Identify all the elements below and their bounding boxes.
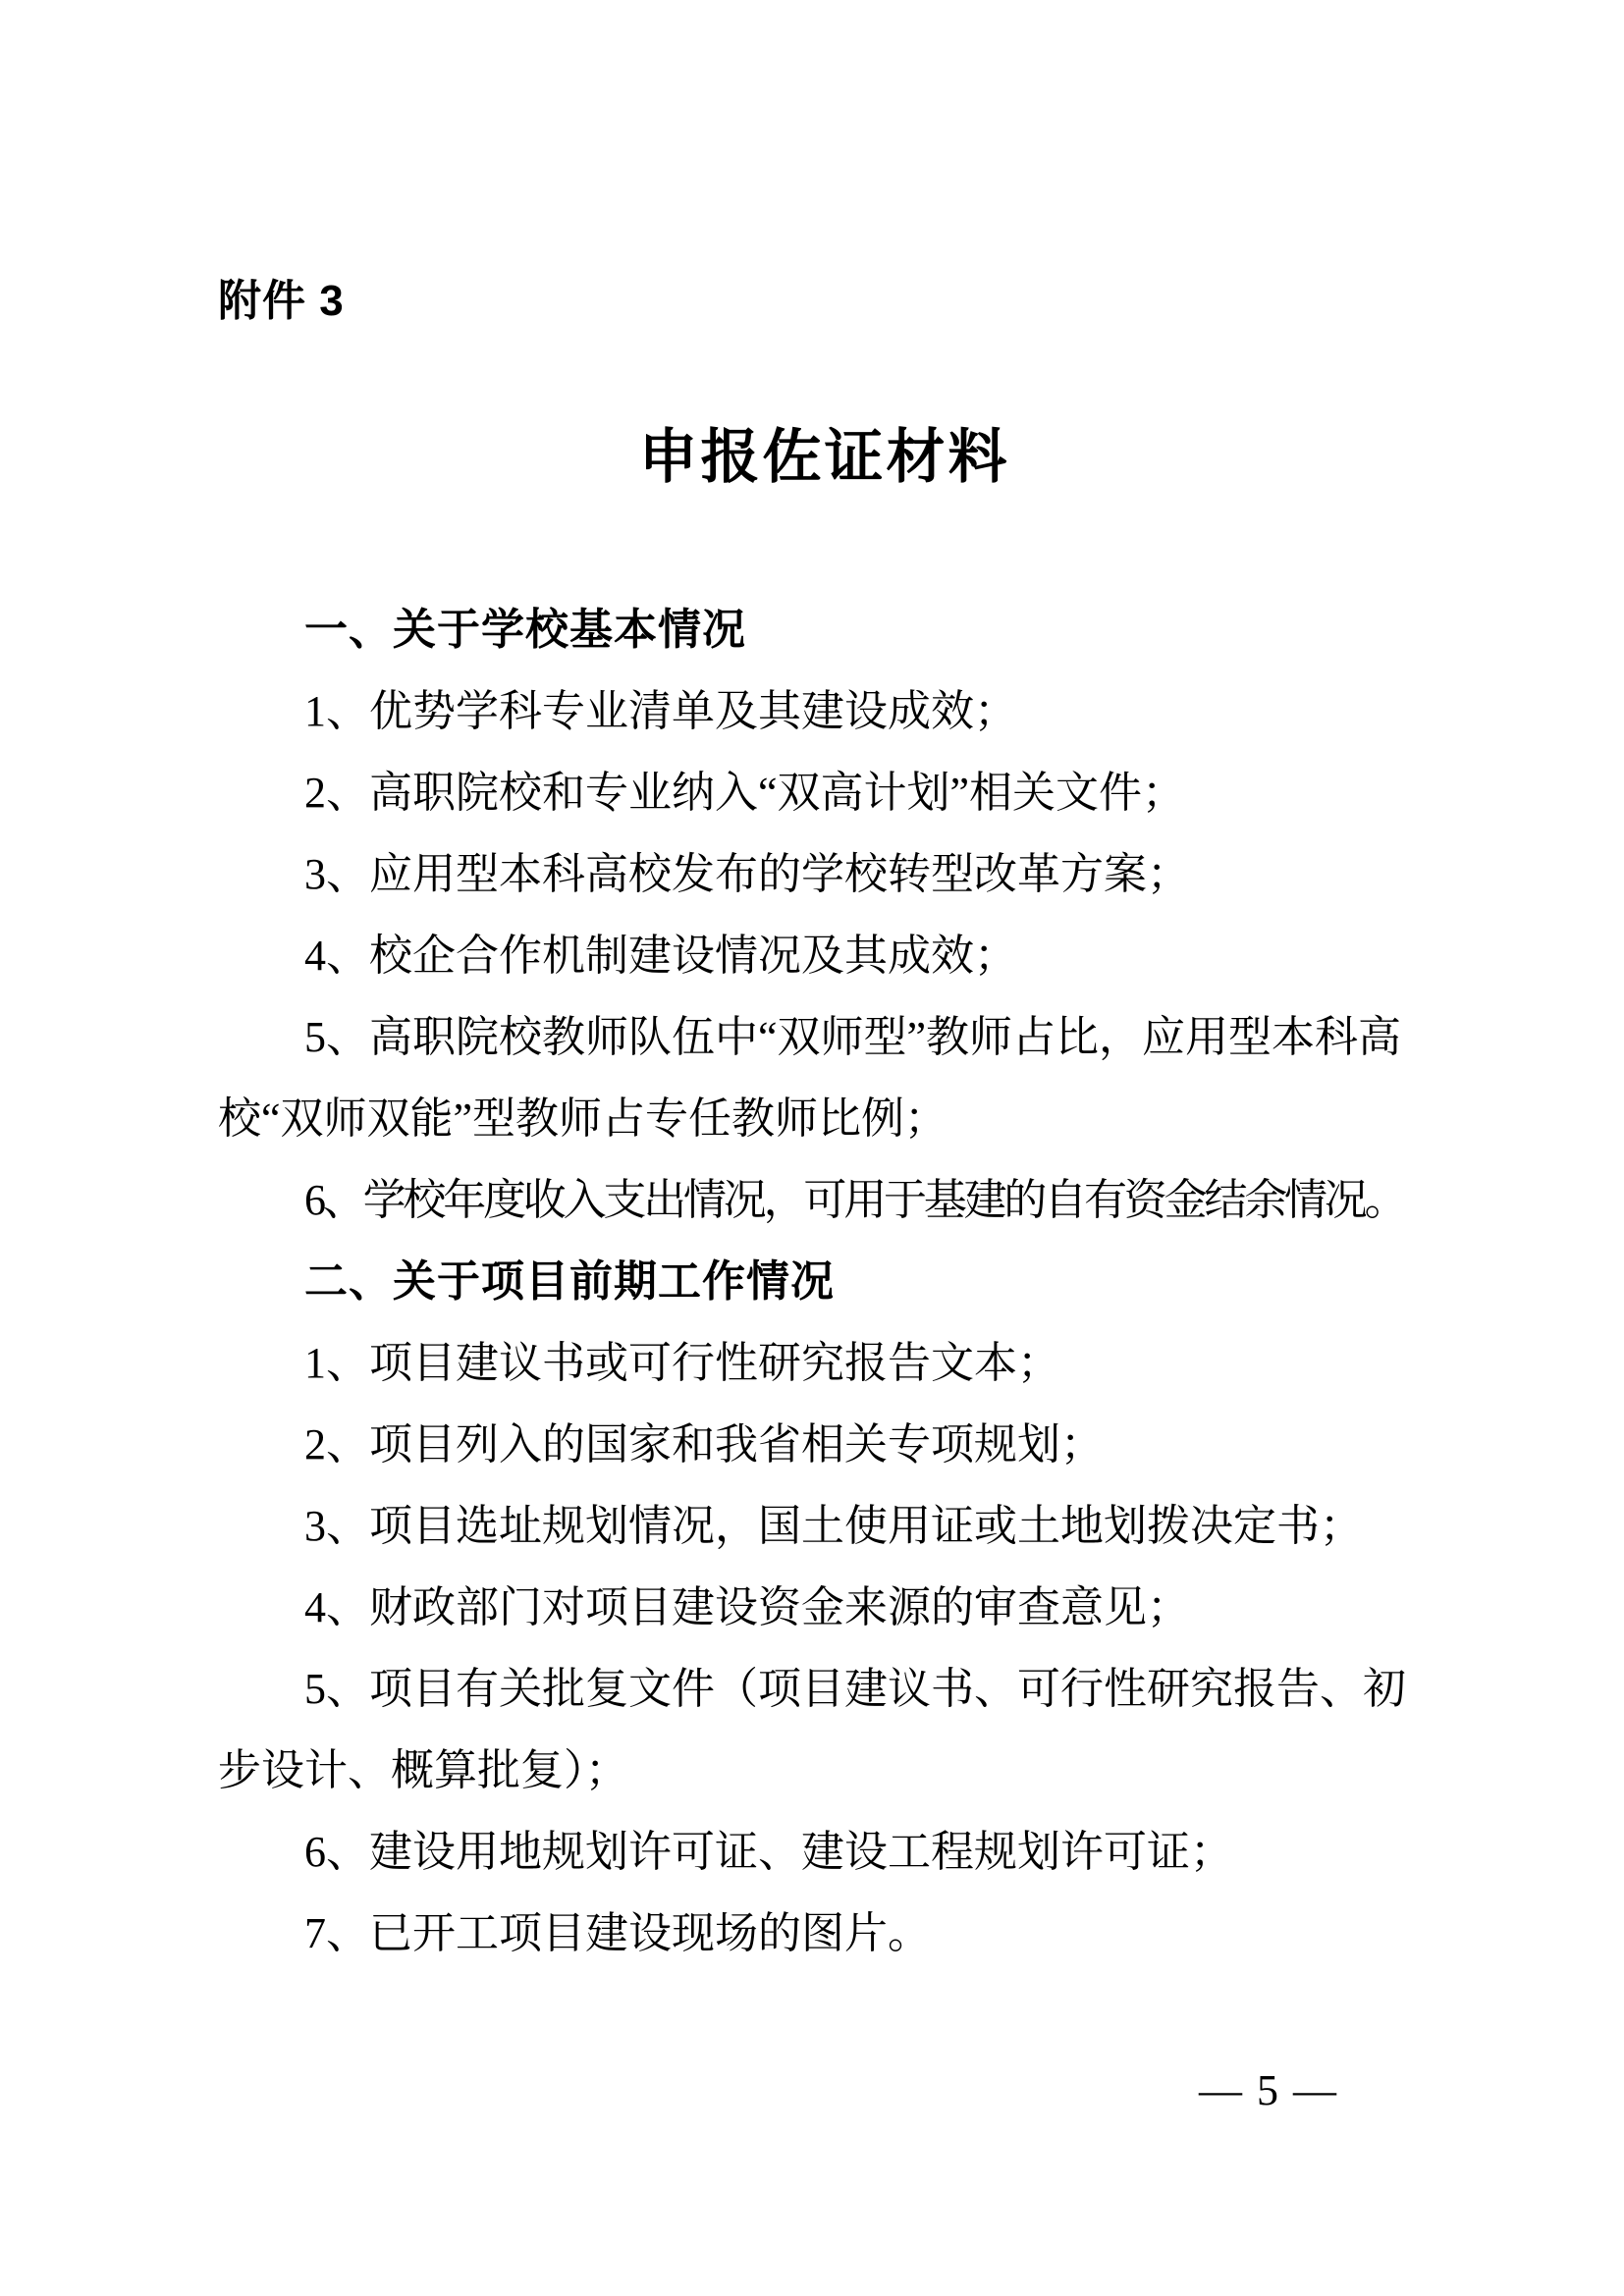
section-heading-1: 一、关于学校基本情况	[304, 606, 746, 654]
list-item: 6、学校年度收入支出情况，可用于基建的自有资金结余情况。	[304, 1176, 1405, 1224]
list-item: 5、项目有关批复文件（项目建议书、可行性研究报告、初	[304, 1665, 1406, 1713]
list-item: 4、校企合作机制建设情况及其成效；	[304, 932, 1017, 980]
document-body	[218, 589, 1431, 1974]
list-item: 4、财政部门对项目建设资金来源的审查意见；	[304, 1583, 1190, 1631]
page-number: — 5 —	[1199, 2066, 1338, 2114]
list-item: 7、已开工项目建设现场的图片。	[304, 1909, 931, 1957]
list-item: 1、项目建议书或可行性研究报告文本；	[304, 1339, 1060, 1387]
attachment-label: 附件 3	[218, 277, 345, 325]
list-item: 3、项目选址规划情况，国土使用证或土地划拨决定书；	[304, 1502, 1363, 1550]
list-item: 5、高职院校教师队伍中“双师型”教师占比，应用型本科高	[304, 1013, 1402, 1061]
list-item: 2、项目列入的国家和我省相关专项规划；	[304, 1420, 1104, 1468]
section-heading-2: 二、关于项目前期工作情况	[304, 1257, 835, 1306]
list-item: 6、建设用地规划许可证、建设工程规划许可证；	[304, 1828, 1233, 1876]
list-item-continuation: 校“双师双能”型教师占专任教师比例；	[218, 1095, 948, 1143]
document-title: 申报佐证材料	[638, 425, 1010, 490]
list-item: 1、优势学科专业清单及其建设成效；	[304, 687, 1017, 735]
list-item-continuation: 步设计、概算批复）；	[218, 1746, 628, 1794]
list-item: 3、应用型本科高校发布的学校转型改革方案；	[304, 850, 1190, 898]
list-item: 2、高职院校和专业纳入“双高计划”相关文件；	[304, 769, 1186, 817]
